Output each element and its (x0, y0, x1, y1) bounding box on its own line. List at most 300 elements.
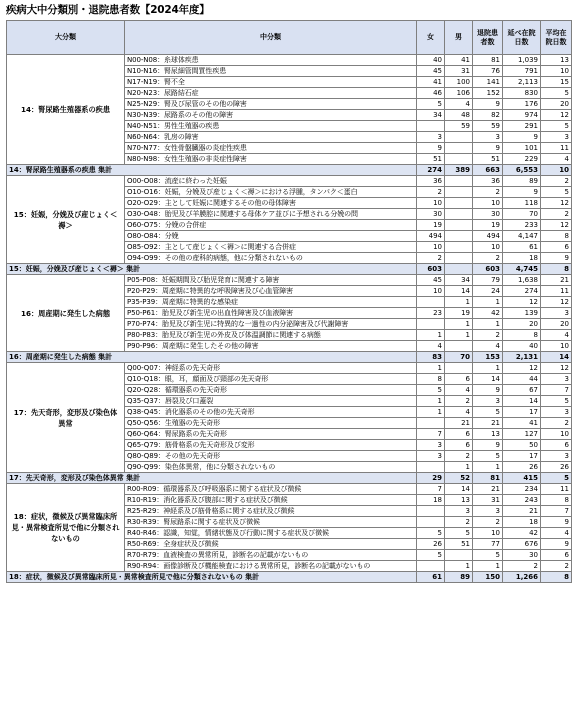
value-cell: 18 (503, 517, 541, 528)
total-row (7, 572, 572, 583)
value-cell: 3 (473, 132, 503, 143)
value-cell: 1 (473, 319, 503, 330)
patient-table (6, 20, 572, 583)
value-cell: 41 (445, 55, 473, 66)
value-cell: 2 (445, 396, 473, 407)
value-cell: 5 (541, 121, 572, 132)
value-cell: 61 (503, 242, 541, 253)
major-category-cell: 15：妊娠，分娩及び産じょく＜褥＞ (7, 176, 125, 264)
value-cell: 1 (473, 297, 503, 308)
total-value: 153 (473, 352, 503, 363)
value-cell: 19 (417, 220, 445, 231)
value-cell: 36 (473, 176, 503, 187)
mid-category-cell: Q00-Q07：神経系の先天奇形 (125, 363, 417, 374)
value-cell: 3 (541, 132, 572, 143)
value-cell: 41 (417, 77, 445, 88)
value-cell: 23 (417, 308, 445, 319)
value-cell: 118 (503, 198, 541, 209)
value-cell: 9 (473, 143, 503, 154)
total-value: 83 (417, 352, 445, 363)
value-cell: 31 (445, 66, 473, 77)
value-cell: 1,039 (503, 55, 541, 66)
total-value: 603 (473, 264, 503, 275)
value-cell: 9 (541, 539, 572, 550)
value-cell: 7 (541, 506, 572, 517)
value-cell: 12 (541, 297, 572, 308)
value-cell: 4,147 (503, 231, 541, 242)
value-cell (445, 341, 473, 352)
value-cell: 20 (541, 319, 572, 330)
value-cell: 4 (541, 528, 572, 539)
mid-category-cell: O30-O48：胎児及び羊膜腔に関連する母体ケア並びに予想される分娩の問 (125, 209, 417, 220)
value-cell: 11 (541, 286, 572, 297)
header-discharged: 退院患者数 (473, 21, 503, 55)
value-cell: 2 (473, 187, 503, 198)
value-cell: 10 (417, 242, 445, 253)
value-cell: 9 (541, 517, 572, 528)
value-cell: 1 (417, 363, 445, 374)
value-cell: 4 (473, 341, 503, 352)
header-major: 大分類 (7, 21, 125, 55)
value-cell: 13 (445, 495, 473, 506)
value-cell (445, 209, 473, 220)
value-cell: 2 (541, 561, 572, 572)
value-cell (445, 253, 473, 264)
mid-category-cell: O94-O99：その他の産科的病態，他に分類されないもの (125, 253, 417, 264)
mid-category-cell: N80-N98：女性生殖器の非炎症性障害 (125, 154, 417, 165)
total-value: 4,745 (503, 264, 541, 275)
mid-category-cell: P90-P96：周産期に発生したその他の障害 (125, 341, 417, 352)
value-cell: 8 (541, 231, 572, 242)
mid-category-cell: R10-R19：消化器系及び腹部に関する症状及び徴候 (125, 495, 417, 506)
value-cell: 13 (473, 429, 503, 440)
value-cell: 12 (541, 198, 572, 209)
value-cell: 3 (417, 132, 445, 143)
value-cell: 127 (503, 429, 541, 440)
value-cell: 141 (473, 77, 503, 88)
value-cell: 20 (503, 319, 541, 330)
total-value: 14 (541, 352, 572, 363)
value-cell: 1 (445, 319, 473, 330)
total-value: 10 (541, 165, 572, 176)
value-cell: 1 (417, 396, 445, 407)
value-cell: 494 (417, 231, 445, 242)
value-cell: 5 (417, 99, 445, 110)
header-avg-days: 平均在院日数 (541, 21, 572, 55)
value-cell: 7 (541, 385, 572, 396)
total-value: 603 (417, 264, 445, 275)
value-cell: 50 (503, 440, 541, 451)
total-value: 70 (445, 352, 473, 363)
total-value: 2,131 (503, 352, 541, 363)
value-cell: 243 (503, 495, 541, 506)
value-cell: 2 (445, 517, 473, 528)
value-cell: 14 (445, 286, 473, 297)
value-cell: 46 (417, 88, 445, 99)
total-value: 81 (473, 473, 503, 484)
value-cell: 44 (503, 374, 541, 385)
mid-category-cell: O85-O92：主として産じょく＜褥＞に関連する合併症 (125, 242, 417, 253)
value-cell: 70 (503, 209, 541, 220)
value-cell: 3 (541, 374, 572, 385)
total-label: 15：妊娠，分娩及び産じょく＜褥＞ 集計 (7, 264, 417, 275)
value-cell: 6 (541, 440, 572, 451)
total-row (7, 352, 572, 363)
value-cell: 2 (473, 517, 503, 528)
value-cell (445, 550, 473, 561)
major-category-cell: 16：周産期に発生した病態 (7, 275, 125, 352)
value-cell: 494 (473, 231, 503, 242)
value-cell: 3 (473, 396, 503, 407)
value-cell: 152 (473, 88, 503, 99)
total-label: 14：腎尿路生殖器系の疾患 集計 (7, 165, 417, 176)
value-cell: 40 (417, 55, 445, 66)
mid-category-cell: Q10-Q18：眼，耳，顔面及び頸部の先天奇形 (125, 374, 417, 385)
value-cell: 2 (541, 209, 572, 220)
value-cell: 5 (417, 385, 445, 396)
value-cell: 233 (503, 220, 541, 231)
value-cell: 6 (541, 550, 572, 561)
value-cell: 13 (541, 55, 572, 66)
value-cell: 1 (445, 297, 473, 308)
value-cell: 1 (473, 462, 503, 473)
total-value: 6,553 (503, 165, 541, 176)
value-cell: 14 (473, 374, 503, 385)
mid-category-cell: N70-N77：女性骨盤臓器の炎症性疾患 (125, 143, 417, 154)
value-cell: 40 (503, 341, 541, 352)
mid-category-cell: N10-N16：腎尿細管間質性疾患 (125, 66, 417, 77)
value-cell: 12 (541, 363, 572, 374)
value-cell: 9 (473, 385, 503, 396)
value-cell: 9 (417, 143, 445, 154)
value-cell: 9 (473, 99, 503, 110)
mid-category-cell: Q65-Q79：筋骨格系の先天奇形及び変形 (125, 440, 417, 451)
value-cell: 7 (417, 484, 445, 495)
value-cell (417, 297, 445, 308)
value-cell: 3 (417, 451, 445, 462)
mid-category-cell: P05-P08：妊娠期間及び胎児発育に関連する障害 (125, 275, 417, 286)
value-cell: 10 (417, 286, 445, 297)
value-cell: 10 (473, 528, 503, 539)
mid-category-cell: N25-N29：腎及び尿管のその他の障害 (125, 99, 417, 110)
mid-category-cell: N60-N64：乳房の障害 (125, 132, 417, 143)
value-cell: 1 (445, 330, 473, 341)
value-cell: 106 (445, 88, 473, 99)
value-cell: 26 (503, 462, 541, 473)
value-cell: 41 (503, 418, 541, 429)
total-value: 52 (445, 473, 473, 484)
value-cell: 791 (503, 66, 541, 77)
value-cell (445, 187, 473, 198)
value-cell: 30 (417, 209, 445, 220)
total-value: 1,266 (503, 572, 541, 583)
value-cell: 48 (445, 110, 473, 121)
total-value: 274 (417, 165, 445, 176)
value-cell: 3 (445, 506, 473, 517)
value-cell: 830 (503, 88, 541, 99)
value-cell: 14 (503, 396, 541, 407)
value-cell (445, 242, 473, 253)
major-category-cell: 17：先天奇形，変形及び染色体異常 (7, 363, 125, 473)
value-cell: 12 (503, 297, 541, 308)
major-category-cell: 18：症状，徴候及び異常臨床所見・異常検査所見で他に分類されないもの (7, 484, 125, 572)
value-cell: 5 (473, 407, 503, 418)
value-cell (445, 154, 473, 165)
value-cell (445, 132, 473, 143)
total-value: 150 (473, 572, 503, 583)
value-cell: 36 (417, 176, 445, 187)
value-cell: 2 (541, 176, 572, 187)
table-row (7, 275, 572, 286)
value-cell: 9 (541, 253, 572, 264)
value-cell: 676 (503, 539, 541, 550)
value-cell (445, 363, 473, 374)
total-value: 89 (445, 572, 473, 583)
value-cell: 229 (503, 154, 541, 165)
mid-category-cell: N00-N08：糸球体疾患 (125, 55, 417, 66)
mid-category-cell: Q35-Q37：唇裂及び口蓋裂 (125, 396, 417, 407)
value-cell: 176 (503, 99, 541, 110)
value-cell: 4 (541, 154, 572, 165)
value-cell: 4 (445, 99, 473, 110)
value-cell: 59 (473, 121, 503, 132)
value-cell: 51 (473, 154, 503, 165)
value-cell: 3 (541, 451, 572, 462)
major-category-cell: 14：腎尿路生殖器系の疾患 (7, 55, 125, 165)
table-header-row (7, 21, 572, 55)
table-row (7, 55, 572, 66)
header-male: 男 (445, 21, 473, 55)
value-cell: 5 (541, 396, 572, 407)
value-cell: 974 (503, 110, 541, 121)
value-cell: 17 (503, 407, 541, 418)
mid-category-cell: Q38-Q45：消化器系のその他の先天奇形 (125, 407, 417, 418)
mid-category-cell: O10-O16：妊娠，分娩及び産じょく＜褥＞における浮腫，タンパク＜蛋白 (125, 187, 417, 198)
value-cell: 8 (503, 330, 541, 341)
mid-category-cell: R90-R94：画像診断及び機能検査における異常所見，診断名の記載がないもの (125, 561, 417, 572)
value-cell: 5 (473, 451, 503, 462)
value-cell: 4 (445, 385, 473, 396)
value-cell: 89 (503, 176, 541, 187)
value-cell: 79 (473, 275, 503, 286)
value-cell: 67 (503, 385, 541, 396)
value-cell (417, 561, 445, 572)
mid-category-cell: P80-P83：胎児及び新生児の外皮及び体温調節に関連する病態 (125, 330, 417, 341)
value-cell: 1 (445, 561, 473, 572)
value-cell: 5 (445, 528, 473, 539)
value-cell (445, 231, 473, 242)
total-value: 8 (541, 572, 572, 583)
value-cell: 15 (541, 77, 572, 88)
mid-category-cell: O00-O08：流産に終わった妊娠 (125, 176, 417, 187)
value-cell (417, 506, 445, 517)
value-cell: 3 (541, 407, 572, 418)
value-cell: 2 (417, 187, 445, 198)
value-cell: 4 (417, 341, 445, 352)
value-cell: 51 (417, 154, 445, 165)
value-cell: 10 (541, 66, 572, 77)
value-cell: 19 (473, 220, 503, 231)
value-cell: 11 (541, 484, 572, 495)
mid-category-cell: Q90-Q99：染色体異常，他に分類されないもの (125, 462, 417, 473)
value-cell: 4 (445, 407, 473, 418)
value-cell: 2 (503, 561, 541, 572)
total-label: 16：周産期に発生した病態 集計 (7, 352, 417, 363)
value-cell: 12 (541, 220, 572, 231)
total-value (445, 264, 473, 275)
total-row (7, 473, 572, 484)
table-row (7, 484, 572, 495)
value-cell: 2 (473, 253, 503, 264)
value-cell: 4 (541, 330, 572, 341)
value-cell: 291 (503, 121, 541, 132)
value-cell: 9 (503, 187, 541, 198)
total-value: 389 (445, 165, 473, 176)
value-cell: 21 (473, 418, 503, 429)
value-cell: 51 (445, 539, 473, 550)
value-cell: 6 (445, 374, 473, 385)
value-cell: 3 (417, 440, 445, 451)
value-cell: 3 (473, 506, 503, 517)
mid-category-cell: Q60-Q64：腎尿路系の先天奇形 (125, 429, 417, 440)
page-title: 疾病大中分類別・退院患者数【2024年度】 (6, 4, 210, 16)
value-cell: 139 (503, 308, 541, 319)
total-value: 8 (541, 264, 572, 275)
total-value: 663 (473, 165, 503, 176)
value-cell: 14 (445, 484, 473, 495)
total-row (7, 165, 572, 176)
value-cell: 9 (503, 132, 541, 143)
value-cell: 26 (417, 539, 445, 550)
value-cell: 5 (473, 550, 503, 561)
value-cell: 21 (503, 506, 541, 517)
mid-category-cell: Q20-Q28：循環器系の先天奇形 (125, 385, 417, 396)
value-cell: 234 (503, 484, 541, 495)
header-female: 女 (417, 21, 445, 55)
mid-category-cell: P70-P74：胎児及び新生児に特異的な一過性の内分泌障害及び代謝障害 (125, 319, 417, 330)
value-cell: 12 (503, 363, 541, 374)
value-cell: 34 (445, 275, 473, 286)
value-cell: 10 (541, 429, 572, 440)
value-cell: 8 (541, 495, 572, 506)
total-value: 29 (417, 473, 445, 484)
value-cell: 1 (473, 363, 503, 374)
mid-category-cell: O60-O75：分娩の合併症 (125, 220, 417, 231)
mid-category-cell: N30-N39：尿路系のその他の障害 (125, 110, 417, 121)
value-cell: 100 (445, 77, 473, 88)
value-cell (417, 418, 445, 429)
value-cell: 2 (473, 330, 503, 341)
mid-category-cell: P50-P61：胎児及び新生児の出血性障害及び血液障害 (125, 308, 417, 319)
value-cell: 274 (503, 286, 541, 297)
mid-category-cell: R00-R09：循環器系及び呼吸器系に関する症状及び徴候 (125, 484, 417, 495)
mid-category-cell: N40-N51：男性生殖器の疾患 (125, 121, 417, 132)
total-row (7, 264, 572, 275)
mid-category-cell: N17-N19：腎不全 (125, 77, 417, 88)
value-cell: 81 (473, 55, 503, 66)
value-cell: 12 (541, 110, 572, 121)
value-cell: 6 (445, 429, 473, 440)
value-cell: 77 (473, 539, 503, 550)
value-cell: 18 (417, 495, 445, 506)
value-cell: 1,638 (503, 275, 541, 286)
value-cell: 2 (417, 253, 445, 264)
value-cell: 19 (445, 308, 473, 319)
value-cell: 5 (417, 550, 445, 561)
mid-category-cell: R50-R69：全身症状及び徴候 (125, 539, 417, 550)
value-cell: 10 (541, 341, 572, 352)
value-cell: 6 (541, 242, 572, 253)
value-cell (445, 220, 473, 231)
value-cell: 21 (541, 275, 572, 286)
mid-category-cell: O80-O84：分娩 (125, 231, 417, 242)
value-cell: 18 (503, 253, 541, 264)
value-cell: 20 (541, 99, 572, 110)
table-row (7, 363, 572, 374)
value-cell (417, 462, 445, 473)
value-cell: 5 (417, 528, 445, 539)
table-row (7, 176, 572, 187)
mid-category-cell: R70-R79：血液検査の異常所見，診断名の記載がないもの (125, 550, 417, 561)
total-label: 17：先天奇形，変形及び染色体異常 集計 (7, 473, 417, 484)
value-cell: 34 (417, 110, 445, 121)
value-cell: 30 (503, 550, 541, 561)
value-cell: 101 (503, 143, 541, 154)
value-cell (417, 319, 445, 330)
mid-category-cell: O20-O29：主として妊娠に関連するその他の母体障害 (125, 198, 417, 209)
total-label: 18：症状，徴候及び異常臨床所見・異常検査所見で他に分類されないもの 集計 (7, 572, 417, 583)
value-cell: 59 (445, 121, 473, 132)
value-cell: 9 (473, 440, 503, 451)
mid-category-cell: R25-R29：神経系及び筋骨格系に関する症状及び徴候 (125, 506, 417, 517)
value-cell (417, 121, 445, 132)
value-cell (445, 176, 473, 187)
value-cell: 10 (473, 198, 503, 209)
header-total-days: 延べ在院日数 (503, 21, 541, 55)
value-cell: 45 (417, 275, 445, 286)
value-cell: 2,113 (503, 77, 541, 88)
mid-category-cell: R30-R39：腎尿路系に関する症状及び徴候 (125, 517, 417, 528)
value-cell: 6 (445, 440, 473, 451)
value-cell: 26 (541, 462, 572, 473)
value-cell: 5 (541, 187, 572, 198)
value-cell: 31 (473, 495, 503, 506)
value-cell: 1 (417, 330, 445, 341)
mid-category-cell: N20-N23：尿路結石症 (125, 88, 417, 99)
mid-category-cell: P20-P29：周産期に特異的な呼吸障害及び心血管障害 (125, 286, 417, 297)
value-cell: 1 (445, 462, 473, 473)
value-cell: 42 (473, 308, 503, 319)
value-cell: 1 (417, 407, 445, 418)
mid-category-cell: Q80-Q89：その他の先天奇形 (125, 451, 417, 462)
value-cell: 42 (503, 528, 541, 539)
value-cell: 82 (473, 110, 503, 121)
total-value: 415 (503, 473, 541, 484)
value-cell (445, 143, 473, 154)
value-cell: 76 (473, 66, 503, 77)
value-cell: 7 (417, 429, 445, 440)
value-cell: 8 (417, 374, 445, 385)
value-cell: 5 (541, 88, 572, 99)
value-cell: 30 (473, 209, 503, 220)
value-cell: 11 (541, 143, 572, 154)
mid-category-cell: R40-R46：認識，知覚，情緒状態及び行動に関する症状及び徴候 (125, 528, 417, 539)
mid-category-cell: Q50-Q56：生殖器の先天奇形 (125, 418, 417, 429)
value-cell (417, 517, 445, 528)
total-value: 61 (417, 572, 445, 583)
value-cell: 45 (417, 66, 445, 77)
value-cell: 17 (503, 451, 541, 462)
